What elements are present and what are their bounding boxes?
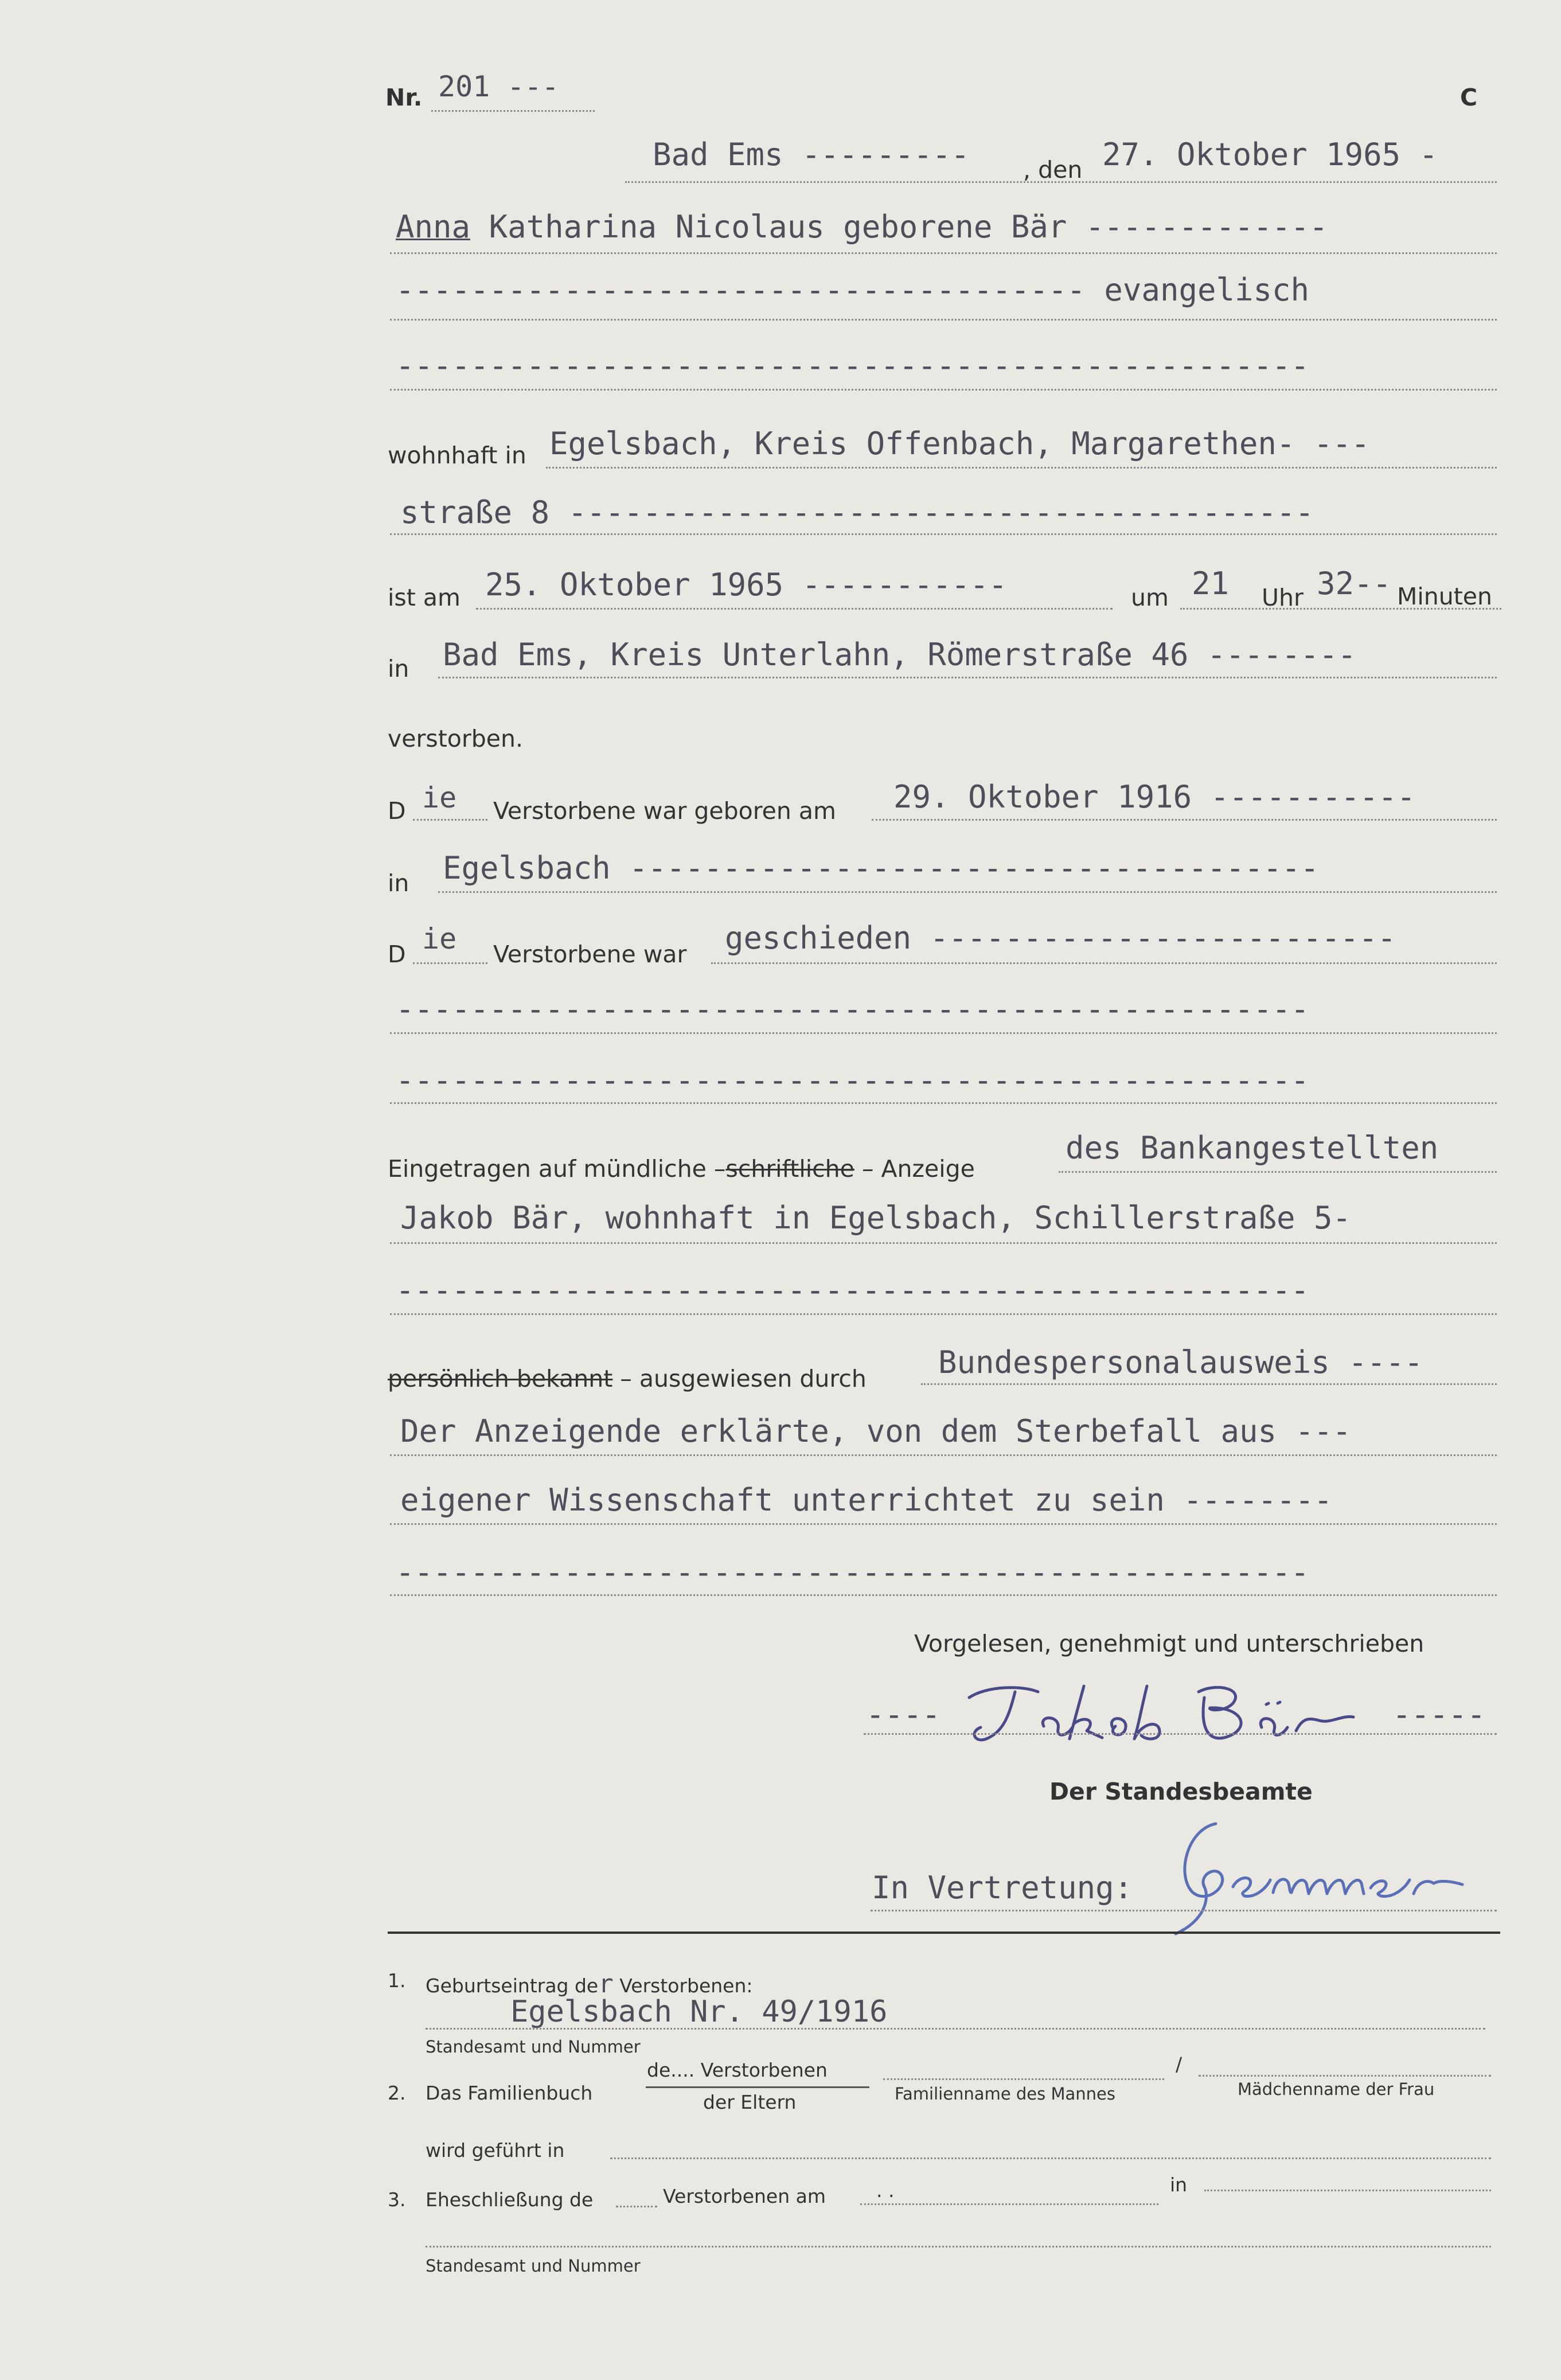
birth-ie-dotted-line (413, 819, 487, 821)
marital-filler-2: ------------------------------------------------- (396, 1062, 1310, 1098)
familienbuch-mann-dotted (883, 2078, 1164, 2080)
familienbuch-fraction-bar (646, 2086, 869, 2088)
registration-date: 27. Oktober 1965 - (1102, 136, 1438, 173)
geburts-prefix: Geburtseintrag de (426, 1975, 599, 1997)
registrar-signature-svg (1153, 1812, 1497, 1938)
geburtseintrag-value: Egelsbach Nr. 49/1916 (510, 1995, 888, 2029)
geburts-typed-r: r (598, 1969, 614, 1999)
eheschliessung-label: Eheschließung de (426, 2188, 594, 2211)
den-label: , den (1023, 156, 1083, 184)
eheschliessung-date-dotted (860, 2203, 1158, 2205)
informant-line-2: Jakob Bär, wohnhaft in Egelsbach, Schillerstraße 5- (400, 1200, 1352, 1236)
filler-dotted-line-1 (390, 389, 1497, 391)
um-label: um (1131, 584, 1169, 611)
geburtseintrag-dotted-line (426, 2028, 1485, 2030)
eheschliessung-place-dotted (1204, 2190, 1491, 2191)
name-line (390, 252, 1497, 254)
marital-ie-typed: ie (422, 922, 457, 955)
birth-in-label: in (388, 869, 409, 897)
identification-filler-dotted (390, 1594, 1497, 1596)
death-hour: 21 (1192, 565, 1230, 602)
birth-ie-typed: ie (422, 781, 457, 814)
marital-ie-dotted-line (413, 962, 487, 964)
deceased-first-name: Anna (396, 209, 471, 245)
birth-place: Egelsbach ------------------------------------- (443, 850, 1320, 886)
identification-document: Bundespersonalausweis ---- (938, 1344, 1423, 1380)
declaration-dotted-line-2 (390, 1523, 1497, 1525)
birth-label-text: Verstorbene war geboren am (493, 797, 836, 825)
familienbuch-bottom: der Eltern (703, 2091, 797, 2113)
death-time-dotted-line (1180, 608, 1501, 610)
filler-line-1: ------------------------------------------------- (396, 348, 1310, 384)
signature-dashes-right: ----- (1392, 1696, 1486, 1733)
footnote-2-number: 2. (388, 2082, 406, 2104)
place-of-registration: Bad Ems --------- (653, 136, 970, 173)
geburts-suffix: Verstorbenen: (619, 1975, 753, 1997)
informant-dotted-line-2 (390, 1242, 1497, 1244)
registrar-signature (1153, 1812, 1497, 1938)
residence-dotted-line-1 (546, 467, 1497, 469)
informant-signature-line (864, 1733, 1497, 1735)
informant-line-1: des Bankangestellten (1066, 1130, 1439, 1166)
gefuehrt-dotted-line (610, 2157, 1491, 2159)
death-place: Bad Ems, Kreis Unterlahn, Römerstraße 46 -------- (443, 637, 1357, 673)
marital-filler-dotted-1 (390, 1032, 1497, 1034)
eheschliessung-in-label: in (1170, 2174, 1188, 2196)
declaration-line-2: eigener Wissenschaft unterrichtet zu sein -------- (400, 1482, 1333, 1518)
standesamt-label-1: Standesamt und Nummer (426, 2037, 641, 2057)
nr-value: 201 --- (438, 70, 559, 103)
minuten-label: Minuten (1397, 583, 1493, 610)
identification-label-struck: persönlich bekannt (388, 1365, 613, 1392)
footnote-3-number: 3. (388, 2188, 406, 2211)
residence-label: wohnhaft in (388, 442, 526, 469)
birth-date: 29. Oktober 1916 ----------- (893, 779, 1416, 815)
informant-signature-svg (952, 1675, 1388, 1755)
ist-am-label: ist am (388, 584, 461, 611)
deceased-name (396, 209, 1328, 245)
marital-label-text: Verstorbene war (493, 941, 687, 968)
in-vertretung: In Vertretung: (872, 1870, 1133, 1906)
death-minute: 32-- (1317, 565, 1392, 602)
informant-dotted-line-1 (1059, 1171, 1497, 1173)
place-date-line (625, 181, 1497, 183)
nr-label: Nr. (385, 84, 423, 111)
registration-label-struck: schriftliche (725, 1155, 854, 1183)
familienname-mann-label: Familienname des Mannes (895, 2084, 1115, 2104)
marital-status: geschieden ------------------------- (725, 920, 1396, 956)
religion-dotted-line (390, 319, 1497, 321)
residence-line-1: Egelsbach, Kreis Offenbach, Margarethen- --- (549, 426, 1370, 462)
identification-label (388, 1365, 867, 1392)
nr-dotted-line (431, 110, 595, 112)
familienbuch-frau-dotted (1199, 2075, 1491, 2077)
gefuehrt-label: wird geführt in (426, 2139, 565, 2161)
signature-dashes-left: ---- (866, 1696, 941, 1733)
residence-dotted-line-2 (390, 533, 1497, 535)
declaration-dotted-line-1 (390, 1454, 1497, 1456)
death-place-dotted-line (438, 677, 1497, 678)
eheschliessung-standesamt-dotted (426, 2246, 1491, 2248)
birth-place-dotted-line (438, 891, 1497, 893)
eheschliessung-mid-label: Verstorbenen am (663, 2185, 826, 2207)
declaration-line-1: Der Anzeigende erklärte, von dem Sterbefall aus --- (400, 1413, 1352, 1449)
footnote-separator (388, 1932, 1500, 1934)
familienbuch-label: Das Familienbuch (426, 2082, 593, 2104)
birth-date-dotted-line (872, 819, 1497, 821)
death-in-label: in (388, 655, 409, 682)
familienbuch-slash: / (1176, 2053, 1183, 2075)
identification-dotted-line (921, 1383, 1497, 1385)
registration-filler-dotted (390, 1313, 1497, 1315)
residence-line-2: straße 8 ---------------------------------------- (400, 494, 1314, 530)
eheschliessung-de-dotted (616, 2206, 657, 2207)
standesamt-label-3: Standesamt und Nummer (426, 2256, 641, 2276)
registration-label-prefix: Eingetragen auf mündliche – (388, 1155, 726, 1183)
maedchenname-frau-label: Mädchenname der Frau (1238, 2079, 1435, 2099)
religion-line: ------------------------------------- evangelisch (396, 272, 1310, 308)
birth-d-label: D (388, 797, 406, 825)
eheschliessung-date-marks: . . (876, 2179, 895, 2202)
uhr-label: Uhr (1262, 584, 1304, 611)
marital-filler-1: ------------------------------------------------- (396, 991, 1310, 1027)
death-date: 25. Oktober 1965 ----------- (485, 567, 1008, 603)
footnote-1-number: 1. (388, 1969, 406, 1992)
identification-filler: ------------------------------------------------- (396, 1554, 1310, 1590)
deceased-name-rest: Katharina Nicolaus geborene Bär ------------- (489, 209, 1328, 245)
informant-signature (952, 1675, 1388, 1755)
familienbuch-top: de.... Verstorbenen (647, 2059, 828, 2081)
registration-label (388, 1155, 975, 1183)
registrar-signature-line (871, 1910, 1497, 1911)
registration-filler: ------------------------------------------------- (396, 1272, 1310, 1308)
verstorben-label: verstorben. (388, 725, 523, 752)
marital-dotted-line (711, 962, 1497, 964)
read-approved-label: Vorgelesen, genehmigt und unterschrieben (914, 1630, 1425, 1657)
marital-filler-dotted-2 (390, 1102, 1497, 1104)
registrar-title: Der Standesbeamte (1049, 1778, 1313, 1805)
corner-letter: C (1460, 84, 1478, 111)
death-date-dotted-line (476, 608, 1113, 610)
identification-label-suffix: – ausgewiesen durch (620, 1365, 867, 1392)
marital-d-label: D (388, 941, 406, 968)
registration-label-suffix: – Anzeige (861, 1155, 975, 1183)
